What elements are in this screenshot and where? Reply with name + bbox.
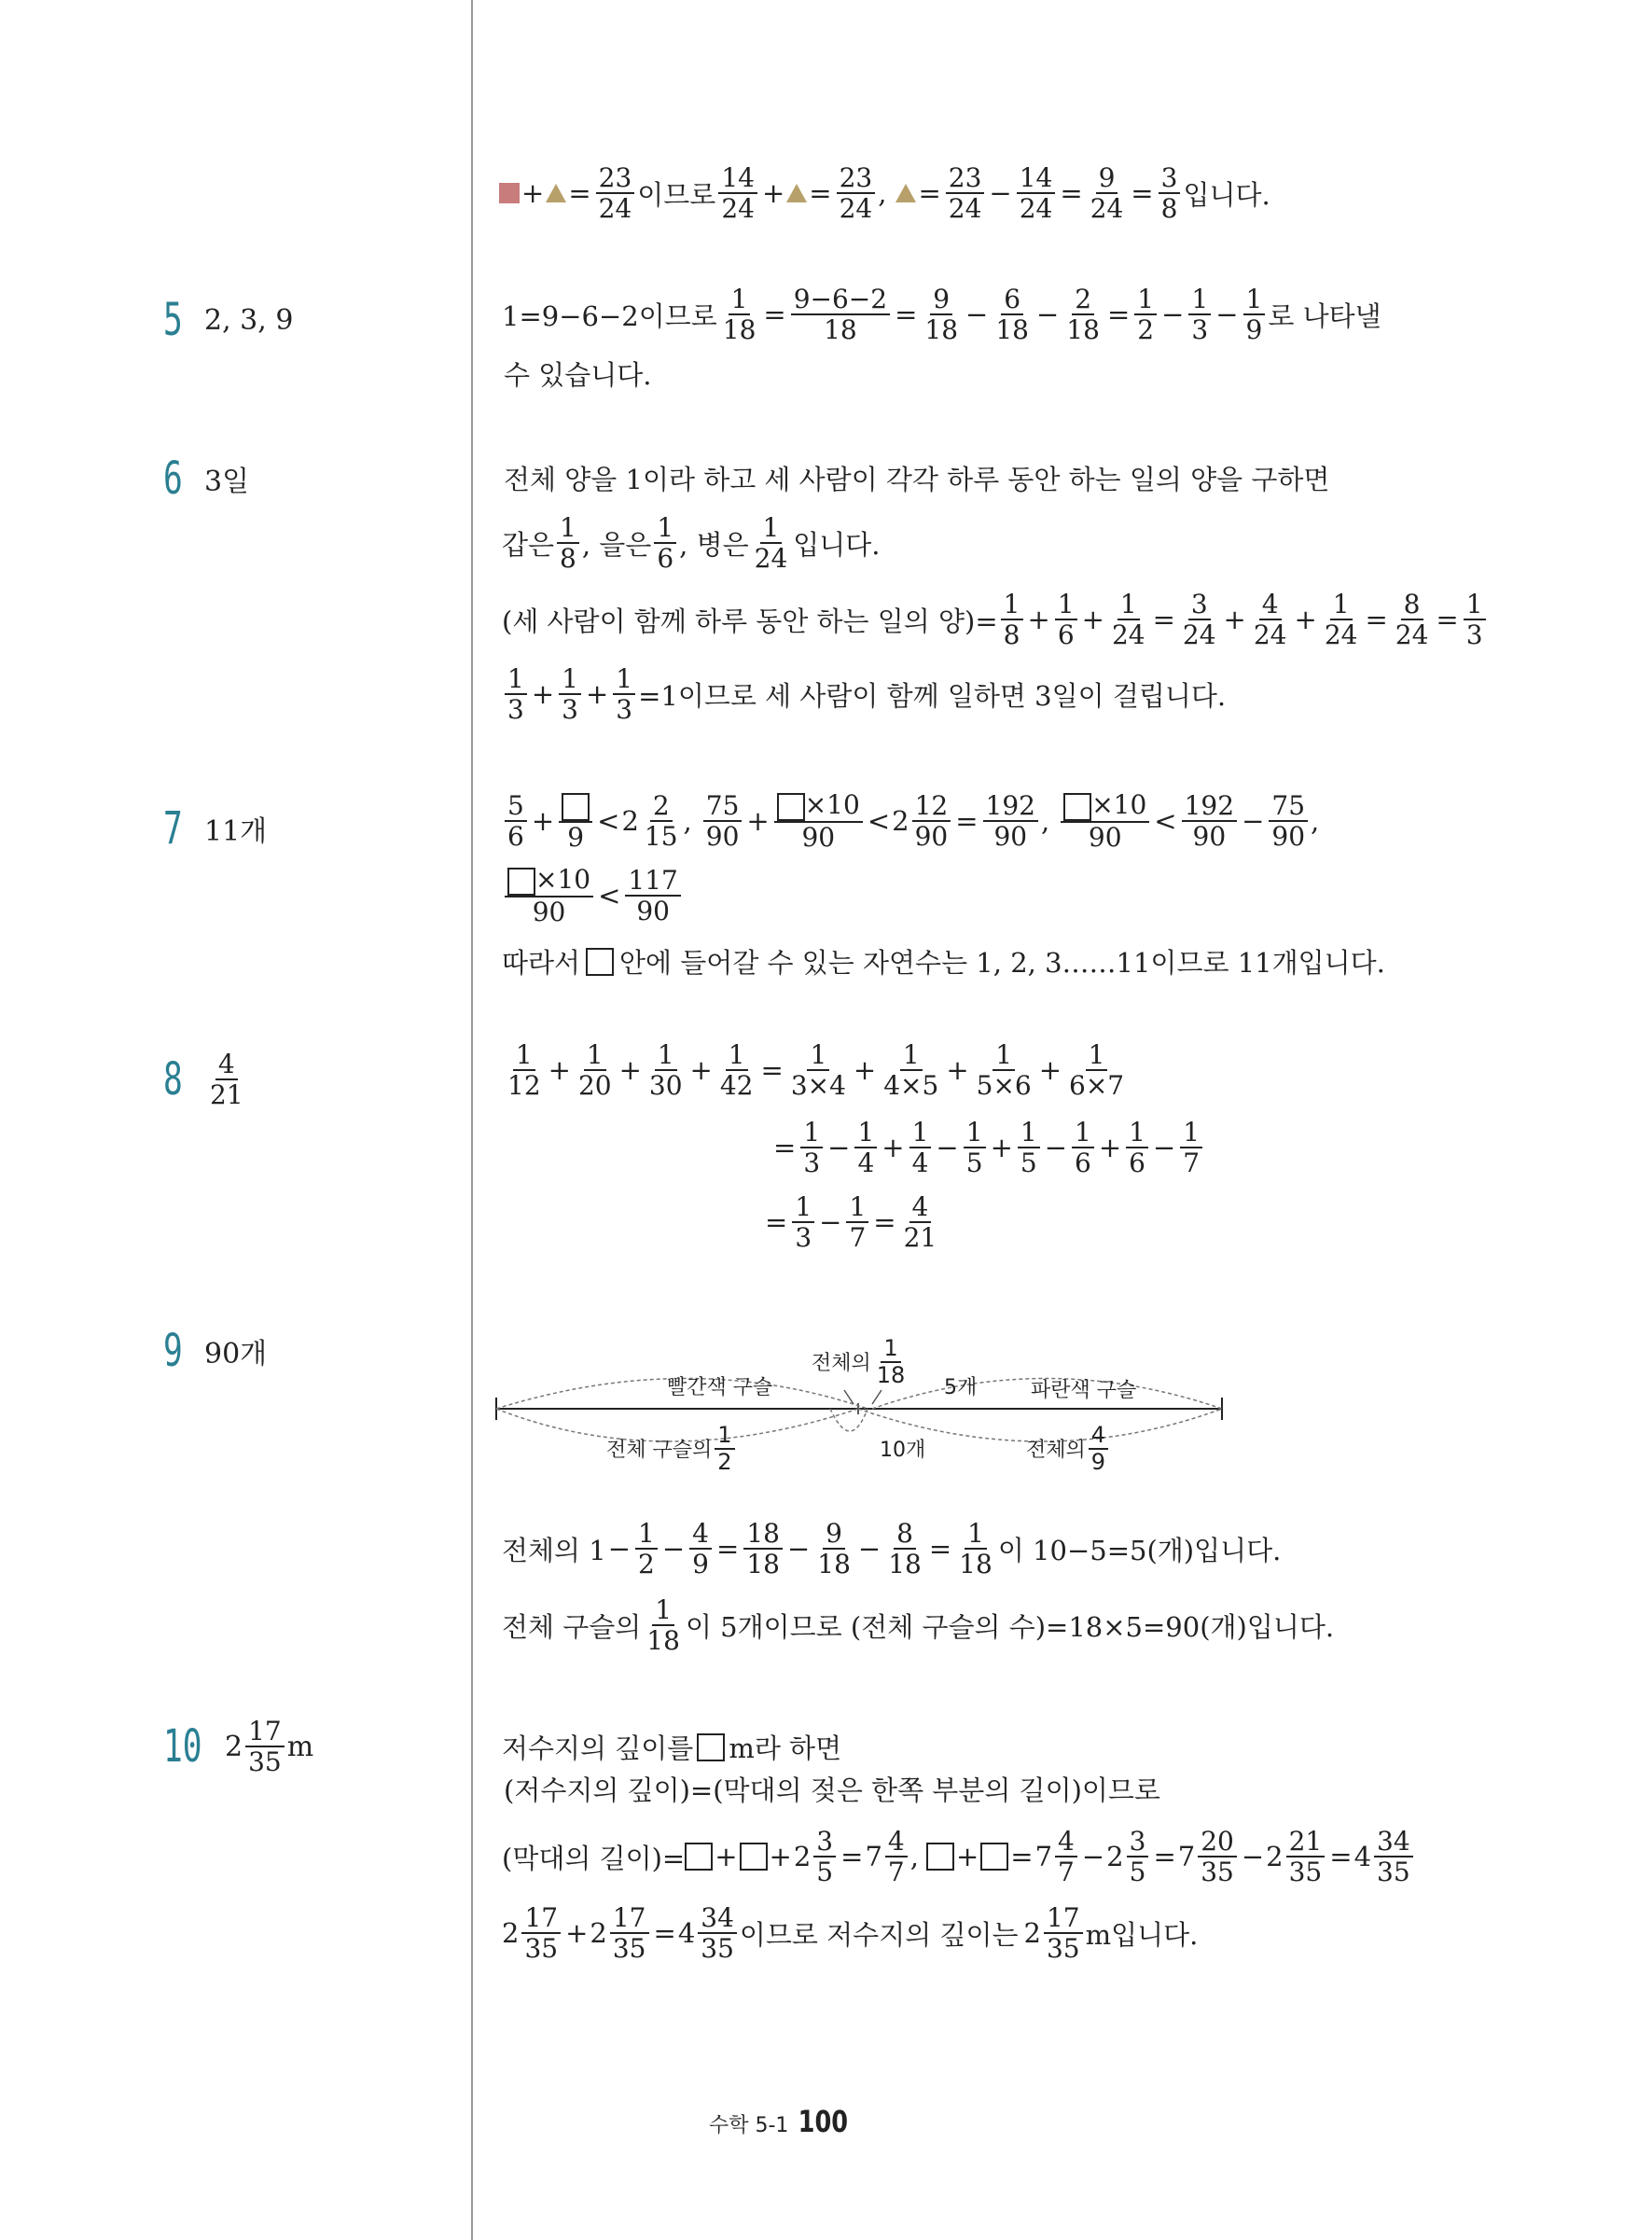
diagram-label-four-ninths: 전체의 $\frac{4}{9}$: [1026, 1423, 1111, 1475]
answer-6: 6 3일: [163, 452, 250, 505]
solution-10-line2: (저수지의 깊이)=(막대의 젖은 한쪽 부분의 길이)이므로: [504, 1774, 1160, 1806]
answer-7: 7 11개: [163, 802, 268, 855]
diagram-label-blue: 파란색 구슬: [1031, 1379, 1137, 1402]
answer-5: [163, 294, 293, 346]
solution-7-line1: $\frac{5}{6}$ + 9 < 2 $\frac{2}{15}$ , $\frac{75}{90}$ + $\frac{\times 10}{90}$ < 2 $\frac{12}{90}$ = $\frac{192}{90}$ , $\frac{\times 10}{90}$ < $\frac{192}{90}$ − $\frac{75}{90}$ ,: [502, 790, 1319, 852]
solution-6-line2: 갑은 $\frac{1}{8}$ , 을은 $\frac{1}{6}$ , 병은 $\frac{1}{24}$ 입니다.: [502, 512, 881, 575]
diagram-label-ten: 10개: [880, 1439, 926, 1462]
solution-8-line3: = $\frac{1}{3}$ − $\frac{1}{7}$ = $\frac{4}{21}$: [765, 1191, 937, 1254]
answer-value: 2, 3, 9: [204, 303, 294, 337]
diagram-label-eighteenth: 전체의 $\frac{1}{18}$: [812, 1335, 906, 1388]
solution-9-line1: 전체의 1 − $\frac{1}{2}$ − $\frac{4}{9}$ = $\frac{18}{18}$ − $\frac{9}{18}$ − $\frac{8}{18}$ = $\frac{1}{18}$ 이 10−5=5(개)입니다.: [502, 1518, 1282, 1580]
page-number: 100: [798, 2104, 849, 2139]
solution-6-line1: 전체 양을 1이라 하고 세 사람이 각각 하루 동안 하는 일의 양을 구하면: [504, 464, 1330, 495]
solution-8-line2: = $\frac{1}{3}$ − $\frac{1}{4}$ + $\frac{1}{4}$ − $\frac{1}{5}$ + $\frac{1}{5}$ − $\frac{1}{6}$ + $\frac{1}{6}$ − $\frac{1}{7}$: [771, 1118, 1205, 1178]
square-symbol: [499, 183, 520, 203]
solution-7-line3: 따라서 안에 들어갈 수 있는 자연수는 1, 2, 3……11이므로 11개입니다.: [502, 947, 1385, 979]
solution-5-line1: 1=9−6−2이므로 $\frac{1}{18}$ = $\frac{9-6-2}{18}$ = $\frac{9}{18}$ − $\frac{6}{18}$ − $\frac{2}{18}$ = $\frac{1}{2}$ − $\frac{1}{3}$ − $\frac{1}{9}$ 로 나타낼: [502, 284, 1381, 346]
solution-7-line2: $\frac{\times 10}{90}$ < $\frac{117}{90}$: [502, 865, 684, 926]
diagram-label-half: 전체 구슬의 $\frac{1}{2}$: [606, 1423, 738, 1475]
solution-10-line4: 2 $\frac{17}{35}$ + 2 $\frac{17}{35}$ = 4 $\frac{34}{35}$ 이므로 저수지의 깊이는 2 $\frac{17}{35}$ m입니다.: [502, 1902, 1199, 1965]
solution-10-line3: (막대의 길이)= + + 2 $\frac{3}{5}$ = 7 $\frac{4}{7}$ , + = 7 $\frac{4}{7}$ − 2 $\frac{3}{5}$ = 7 $\frac{20}{35}$ − 2 $\frac{21}{35}$ = 4 $\frac{34}{35}$: [502, 1827, 1416, 1887]
answer-number: 5: [163, 294, 183, 346]
intro-line: + = $\frac{23}{24}$ 이므로 $\frac{14}{24}$ + = $\frac{23}{24}$ , = $\frac{23}{24}$ − $\frac{14}{24}$ = $\frac{9}{24}$ = $\frac{3}{8}$ 입니다.: [499, 163, 1270, 224]
solution-10-line1: 저수지의 깊이를 m라 하면: [502, 1732, 842, 1764]
column-divider: [471, 0, 473, 2240]
answer-8: 8 $\frac{4}{21}$: [163, 1049, 243, 1111]
footer-subject: 수학 5-1: [709, 2114, 789, 2137]
solution-8-line1: $\frac{1}{12}$ + $\frac{1}{20}$ + $\frac{1}{30}$ + $\frac{1}{42}$ = $\frac{1}{3\times 4}$ + $\frac{1}{4\times 5}$ + $\frac{1}{5\times 6}$ + $\frac{1}{6\times 7}$: [507, 1039, 1125, 1102]
diagram-label-red: 빨간색 구슬: [667, 1376, 773, 1399]
solution-5-line2: 수 있습니다.: [504, 359, 652, 391]
answer-10: 10 2 $\frac{17}{35}$ m: [163, 1716, 314, 1778]
triangle-symbol: [546, 184, 566, 202]
page-footer: [709, 2104, 854, 2139]
solution-9-line2: 전체 구슬의 $\frac{1}{18}$ 이 5개이므로 (전체 구슬의 수)=18×5=90(개)입니다.: [502, 1594, 1335, 1657]
solution-6-line3: (세 사람이 함께 하루 동안 하는 일의 양)= $\frac{1}{8}$ + $\frac{1}{6}$ + $\frac{1}{24}$ = $\frac{3}{24}$ + $\frac{4}{24}$ + $\frac{1}{24}$ = $\frac{8}{24}$ = $\frac{1}{3}$: [502, 590, 1489, 650]
answer-9: 9 90개: [163, 1325, 268, 1377]
diagram-label-five: 5개: [944, 1376, 978, 1399]
solution-6-line4: $\frac{1}{3}$ + $\frac{1}{3}$ + $\frac{1}{3}$ =1이므로 세 사람이 함께 일하면 3일이 걸립니다.: [502, 664, 1226, 725]
